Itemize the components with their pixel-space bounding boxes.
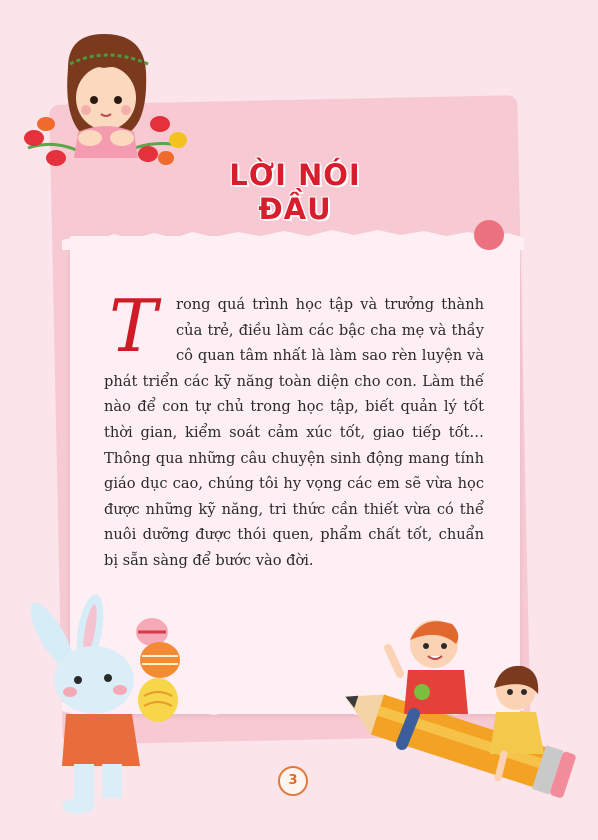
page-number: 3 [278, 766, 308, 796]
body-paragraph [104, 284, 484, 574]
pin-dot [474, 220, 504, 250]
kids-riding-pencil-illustration [322, 614, 582, 824]
drop-cap: T [108, 284, 158, 368]
torn-paper-top-edge [62, 224, 524, 250]
girl-with-tulips-illustration [8, 28, 198, 178]
page-title: LỜI NÓI ĐẦU [229, 158, 361, 226]
bunny-with-easter-eggs-illustration [4, 596, 194, 826]
body-text: rong quá trình học tập và trưởng thành của trẻ, điều làm các bậc cha mẹ và thầy cô quan tâm nhất là làm sao rèn luyện và phát triển các kỹ năng toàn diện cho con. Làm thế nào để con tự chủ trong học tập, biết quản lý tốt thời gian, kiểm soát cảm xúc tốt, giao tiếp tốt… Thông qua những câu chuyện sinh động mang tính giáo dục cao, chúng tôi hy vọng các em sẽ vừa học được những kỹ năng, tri thức cần thiết vừa có thể nuôi dưỡng được thói quen, phẩm chất tốt, chuẩn bị sẵn sàng để bước vào đời. [104, 296, 484, 569]
